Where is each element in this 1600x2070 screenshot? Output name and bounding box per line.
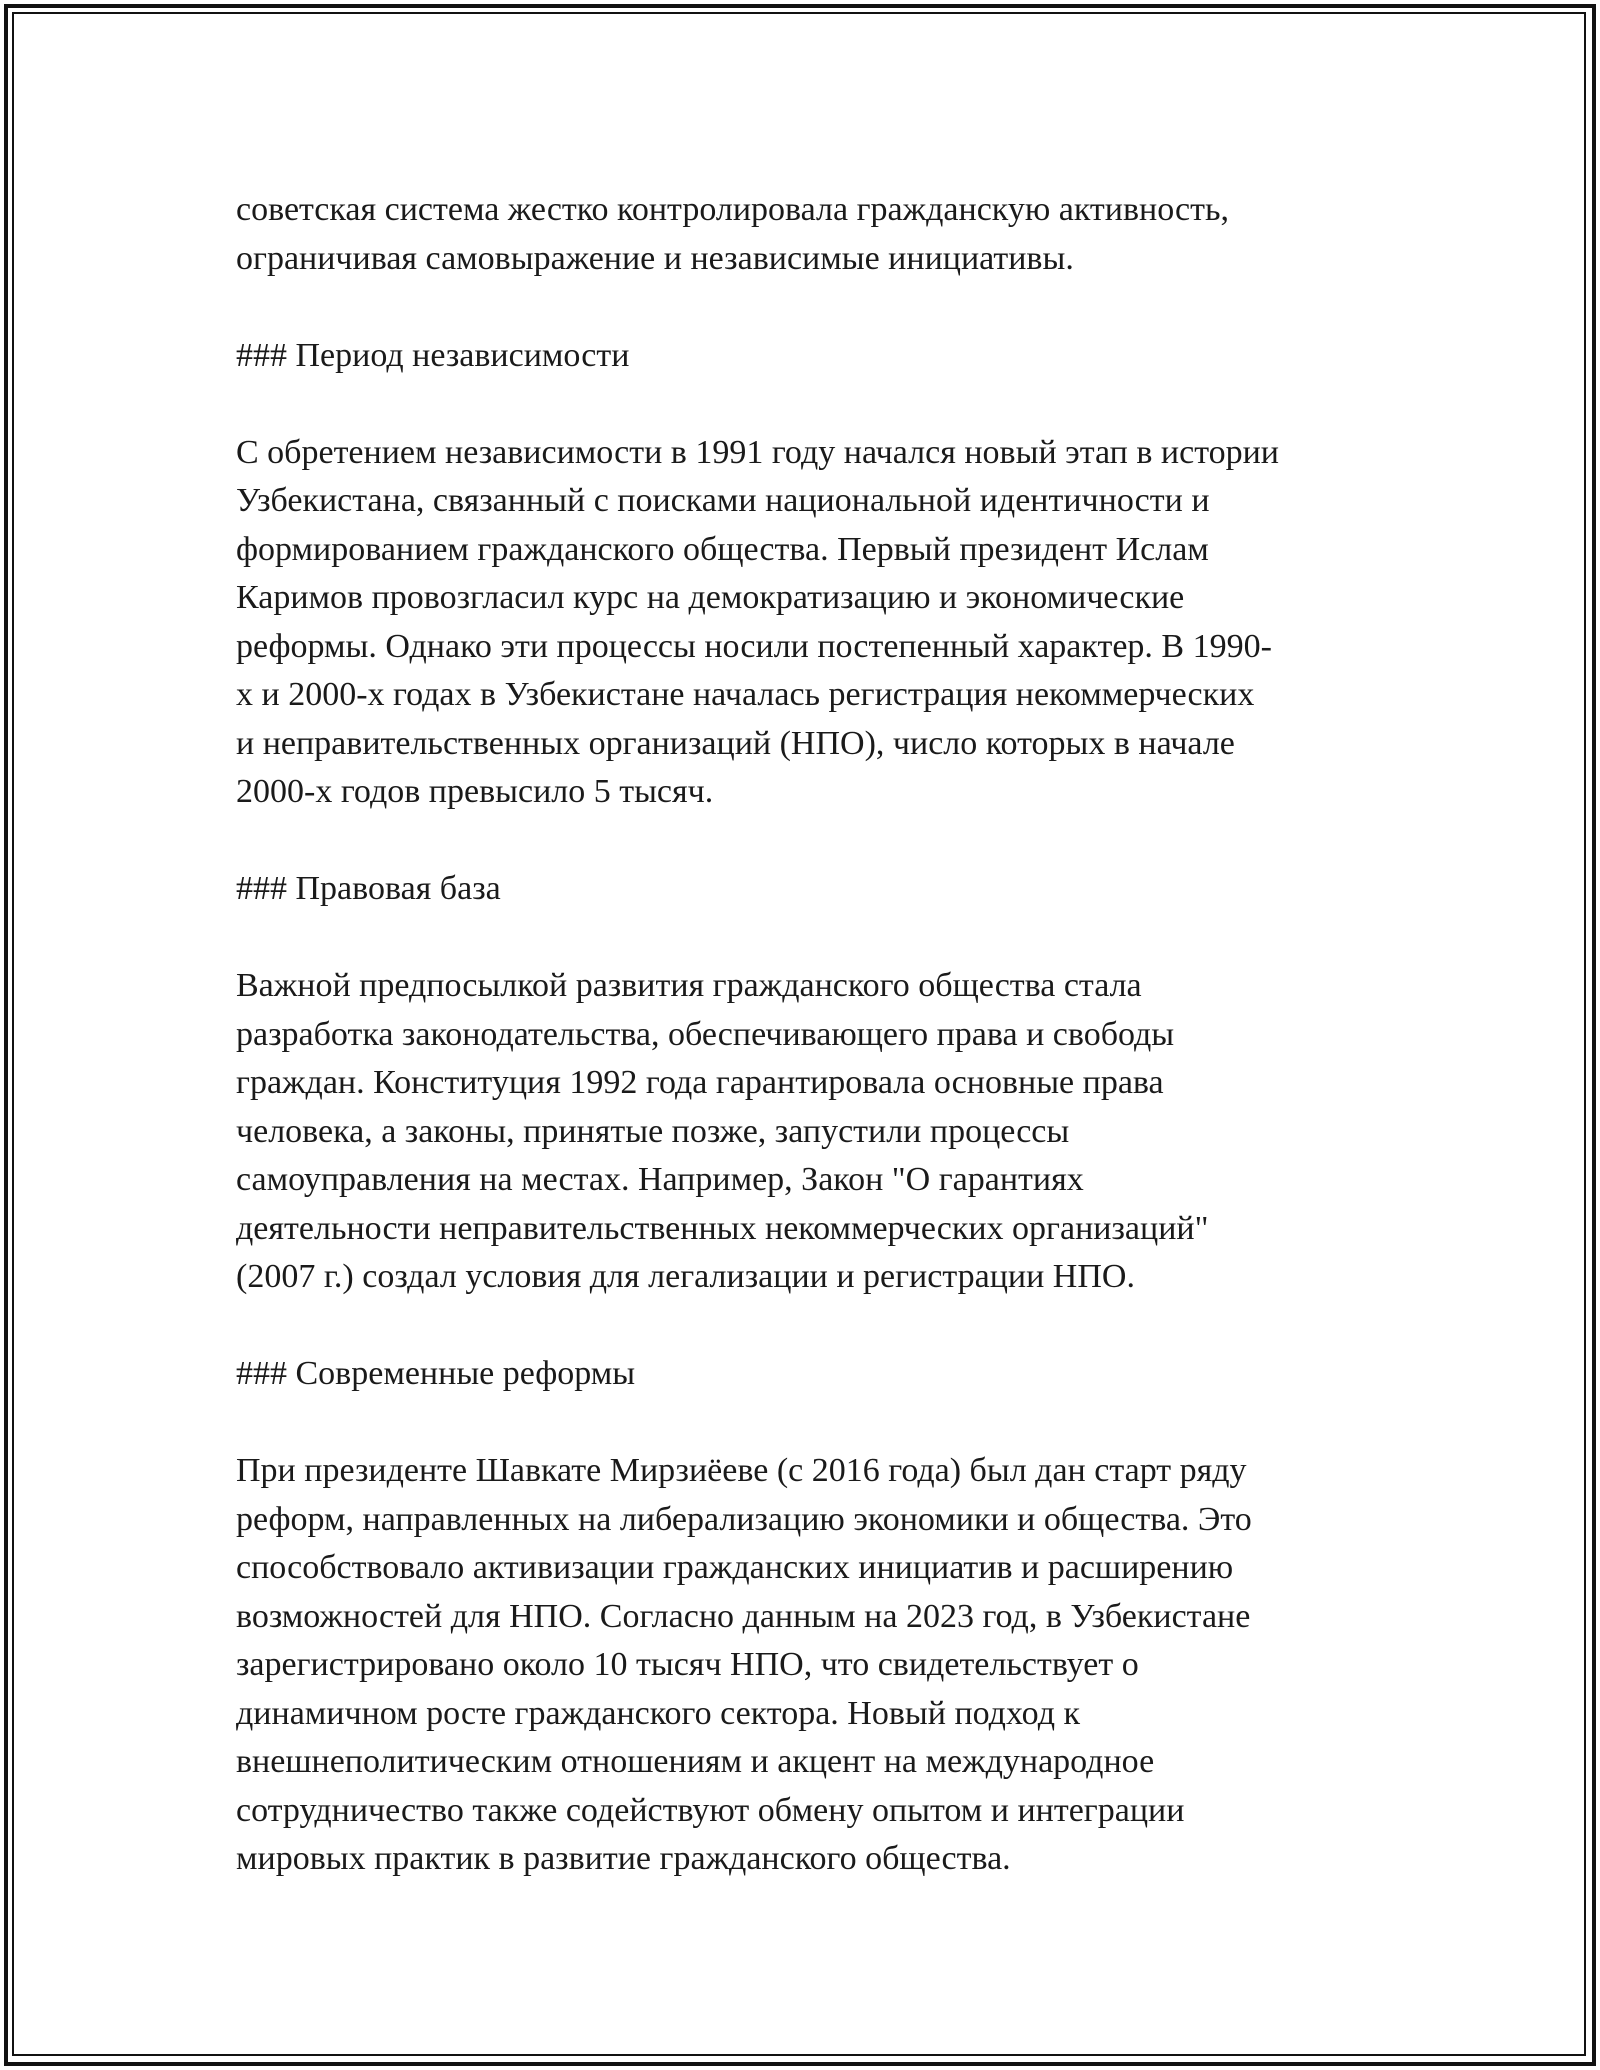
text-line: 2000-х годов превысило 5 тысяч. — [236, 773, 714, 810]
text-line: и неправительственных организаций (НПО), число которых в начале — [236, 724, 1235, 762]
text-line: ограничивая самовыражение и независимые инициативы. — [236, 239, 1074, 277]
text-line: Важной предпосылкой развития гражданского общества стала — [236, 967, 1142, 1004]
text-line: формированием гражданского общества. Первый президент Ислам — [236, 530, 1209, 568]
document-body — [236, 186, 1386, 1884]
text-line: реформы. Однако эти процессы носили постепенный характер. В 1990- — [236, 627, 1272, 665]
heading-independence-period — [236, 332, 1386, 381]
text-line: возможностей для НПО. Согласно данным на 2023 год, в Узбекистане — [236, 1597, 1251, 1635]
text-line: Каримов провозгласил курс на демократизацию и экономические — [236, 579, 1185, 616]
text-line: способствовало активизации гражданских инициатив и расширению — [236, 1549, 1234, 1586]
text-line: мировых практик в развитие гражданского общества. — [236, 1840, 1011, 1877]
paragraph-independence — [236, 429, 1386, 817]
heading-text: ### Период независимости — [236, 336, 630, 374]
text-line: (2007 г.) создал условия для легализации и регистрации НПО. — [236, 1258, 1135, 1295]
text-line: сотрудничество также содействуют обмену опытом и интеграции — [236, 1791, 1185, 1829]
paragraph-legal-basis — [236, 962, 1386, 1302]
paragraph-modern-reforms — [236, 1447, 1386, 1884]
text-line: При президенте Шавкате Мирзиёеве (с 2016 года) был дан старт ряду — [236, 1452, 1247, 1489]
text-line: динамичном росте гражданского сектора. Новый подход к — [236, 1694, 1081, 1732]
text-line: советская система жестко контролировала гражданскую активность, — [236, 191, 1229, 228]
paragraph-soviet-control — [236, 186, 1386, 283]
heading-modern-reforms — [236, 1350, 1386, 1399]
text-line: внешнеполитическим отношениям и акцент на международное — [236, 1743, 1155, 1780]
text-line: Узбекистана, связанный с поисками национальной идентичности и — [236, 482, 1210, 519]
text-line: граждан. Конституция 1992 года гарантировала основные права — [236, 1064, 1164, 1101]
text-line: х и 2000-х годах в Узбекистане началась регистрация некоммерческих — [236, 676, 1255, 713]
text-line: деятельности неправительственных некоммерческих организаций" — [236, 1209, 1209, 1247]
text-line: разработка законодательства, обеспечивающего права и свободы — [236, 1015, 1175, 1053]
text-line: зарегистрировано около 10 тысяч НПО, что свидетельствует о — [236, 1646, 1139, 1683]
heading-text: ### Правовая база — [236, 870, 501, 907]
text-line: человека, а законы, принятые позже, запустили процессы — [236, 1112, 1070, 1150]
text-line: С обретением независимости в 1991 году начался новый этап в истории — [236, 433, 1279, 471]
text-line: самоуправления на местах. Например, Закон "О гарантиях — [236, 1161, 1084, 1198]
text-line: реформ, направленных на либерализацию экономики и общества. Это — [236, 1500, 1252, 1538]
heading-legal-basis — [236, 865, 1386, 914]
heading-text: ### Современные реформы — [236, 1355, 636, 1392]
